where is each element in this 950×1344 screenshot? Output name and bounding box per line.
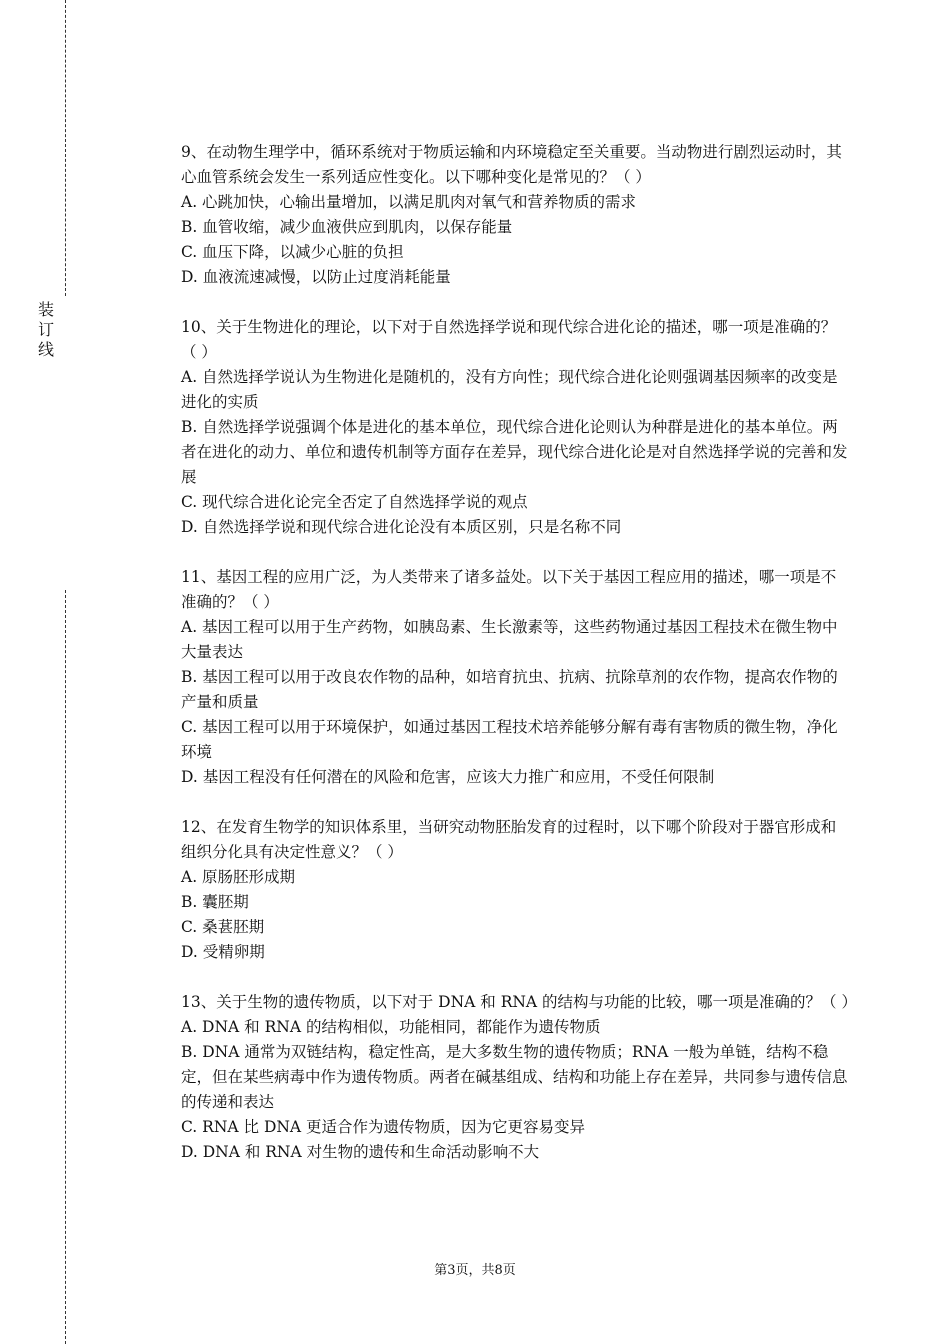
question-stem: 13、关于生物的遗传物质，以下对于 DNA 和 RNA 的结构与功能的比较，哪一项是准确的？（ ） xyxy=(181,993,857,1011)
binding-label xyxy=(36,300,56,360)
option-b: B. 囊胚期 xyxy=(181,893,249,911)
option-d: D. DNA 和 RNA 对生物的遗传和生命活动影响不大 xyxy=(181,1143,540,1161)
option-d: D. 受精卵期 xyxy=(181,943,265,961)
question-list xyxy=(181,140,857,1190)
option-d: D. 基因工程没有任何潜在的风险和危害，应该大力推广和应用，不受任何限制 xyxy=(181,768,715,786)
option-b: B. 自然选择学说强调个体是进化的基本单位，现代综合进化论则认为种群是进化的基本单位。两者在进化的动力、单位和遗传机制等方面存在差异，现代综合进化论是对自然选择学说的完善和发展 xyxy=(181,418,848,486)
option-a: A. 原肠胚形成期 xyxy=(181,868,296,886)
option-b: B. 血管收缩，减少血液供应到肌肉，以保存能量 xyxy=(181,218,513,236)
binding-char: 装 xyxy=(37,300,54,319)
option-c: C. 现代综合进化论完全否定了自然选择学说的观点 xyxy=(181,493,528,511)
question-10 xyxy=(181,315,851,540)
option-d: D. 血液流速减慢，以防止过度消耗能量 xyxy=(181,268,451,286)
question-stem: 10、关于生物进化的理论，以下对于自然选择学说和现代综合进化论的描述，哪一项是准确的？（ ） xyxy=(181,318,837,361)
page-number: 第3页，共8页 xyxy=(434,1263,516,1278)
option-b: B. 基因工程可以用于改良农作物的品种，如培育抗虫、抗病、抗除草剂的农作物，提高农作物的产量和质量 xyxy=(181,668,838,711)
option-a: A. 自然选择学说认为生物进化是随机的，没有方向性；现代综合进化论则强调基因频率的改变是进化的实质 xyxy=(181,368,838,411)
binding-dashed-line-upper xyxy=(65,0,66,296)
option-c: C. 桑葚胚期 xyxy=(181,918,265,936)
question-stem: 11、基因工程的应用广泛，为人类带来了诸多益处。以下关于基因工程应用的描述，哪一项是不准确的？（ ） xyxy=(181,568,837,611)
binding-char: 线 xyxy=(37,340,54,359)
option-a: A. 心跳加快，心输出量增加，以满足肌肉对氧气和营养物质的需求 xyxy=(181,193,637,211)
question-stem: 9、在动物生理学中，循环系统对于物质运输和内环境稳定至关重要。当动物进行剧烈运动时，其心血管系统会发生一系列适应性变化。以下哪种变化是常见的？（ ） xyxy=(181,143,842,186)
option-b: B. DNA 通常为双链结构，稳定性高，是大多数生物的遗传物质；RNA 一般为单链，结构不稳定，但在某些病毒中作为遗传物质。两者在碱基组成、结构和功能上存在差异，共同参与遗传信息的传递和表达 xyxy=(181,1043,848,1111)
option-c: C. RNA 比 DNA 更适合作为遗传物质，因为它更容易变异 xyxy=(181,1118,586,1136)
option-a: A. DNA 和 RNA 的结构相似，功能相同，都能作为遗传物质 xyxy=(181,1018,601,1036)
option-c: C. 血压下降，以减少心脏的负担 xyxy=(181,243,404,261)
binding-char: 订 xyxy=(37,320,54,339)
option-c: C. 基因工程可以用于环境保护，如通过基因工程技术培养能够分解有毒有害物质的微生物，净化环境 xyxy=(181,718,838,761)
question-13 xyxy=(181,990,857,1165)
option-a: A. 基因工程可以用于生产药物，如胰岛素、生长激素等，这些药物通过基因工程技术在微生物中大量表达 xyxy=(181,618,838,661)
option-d: D. 自然选择学说和现代综合进化论没有本质区别，只是名称不同 xyxy=(181,518,622,536)
question-12 xyxy=(181,815,851,965)
binding-dashed-line-lower xyxy=(65,590,66,1344)
question-11 xyxy=(181,565,851,790)
question-stem: 12、在发育生物学的知识体系里，当研究动物胚胎发育的过程时，以下哪个阶段对于器官形成和组织分化具有决定性意义？（ ） xyxy=(181,818,837,861)
question-9 xyxy=(181,140,851,290)
